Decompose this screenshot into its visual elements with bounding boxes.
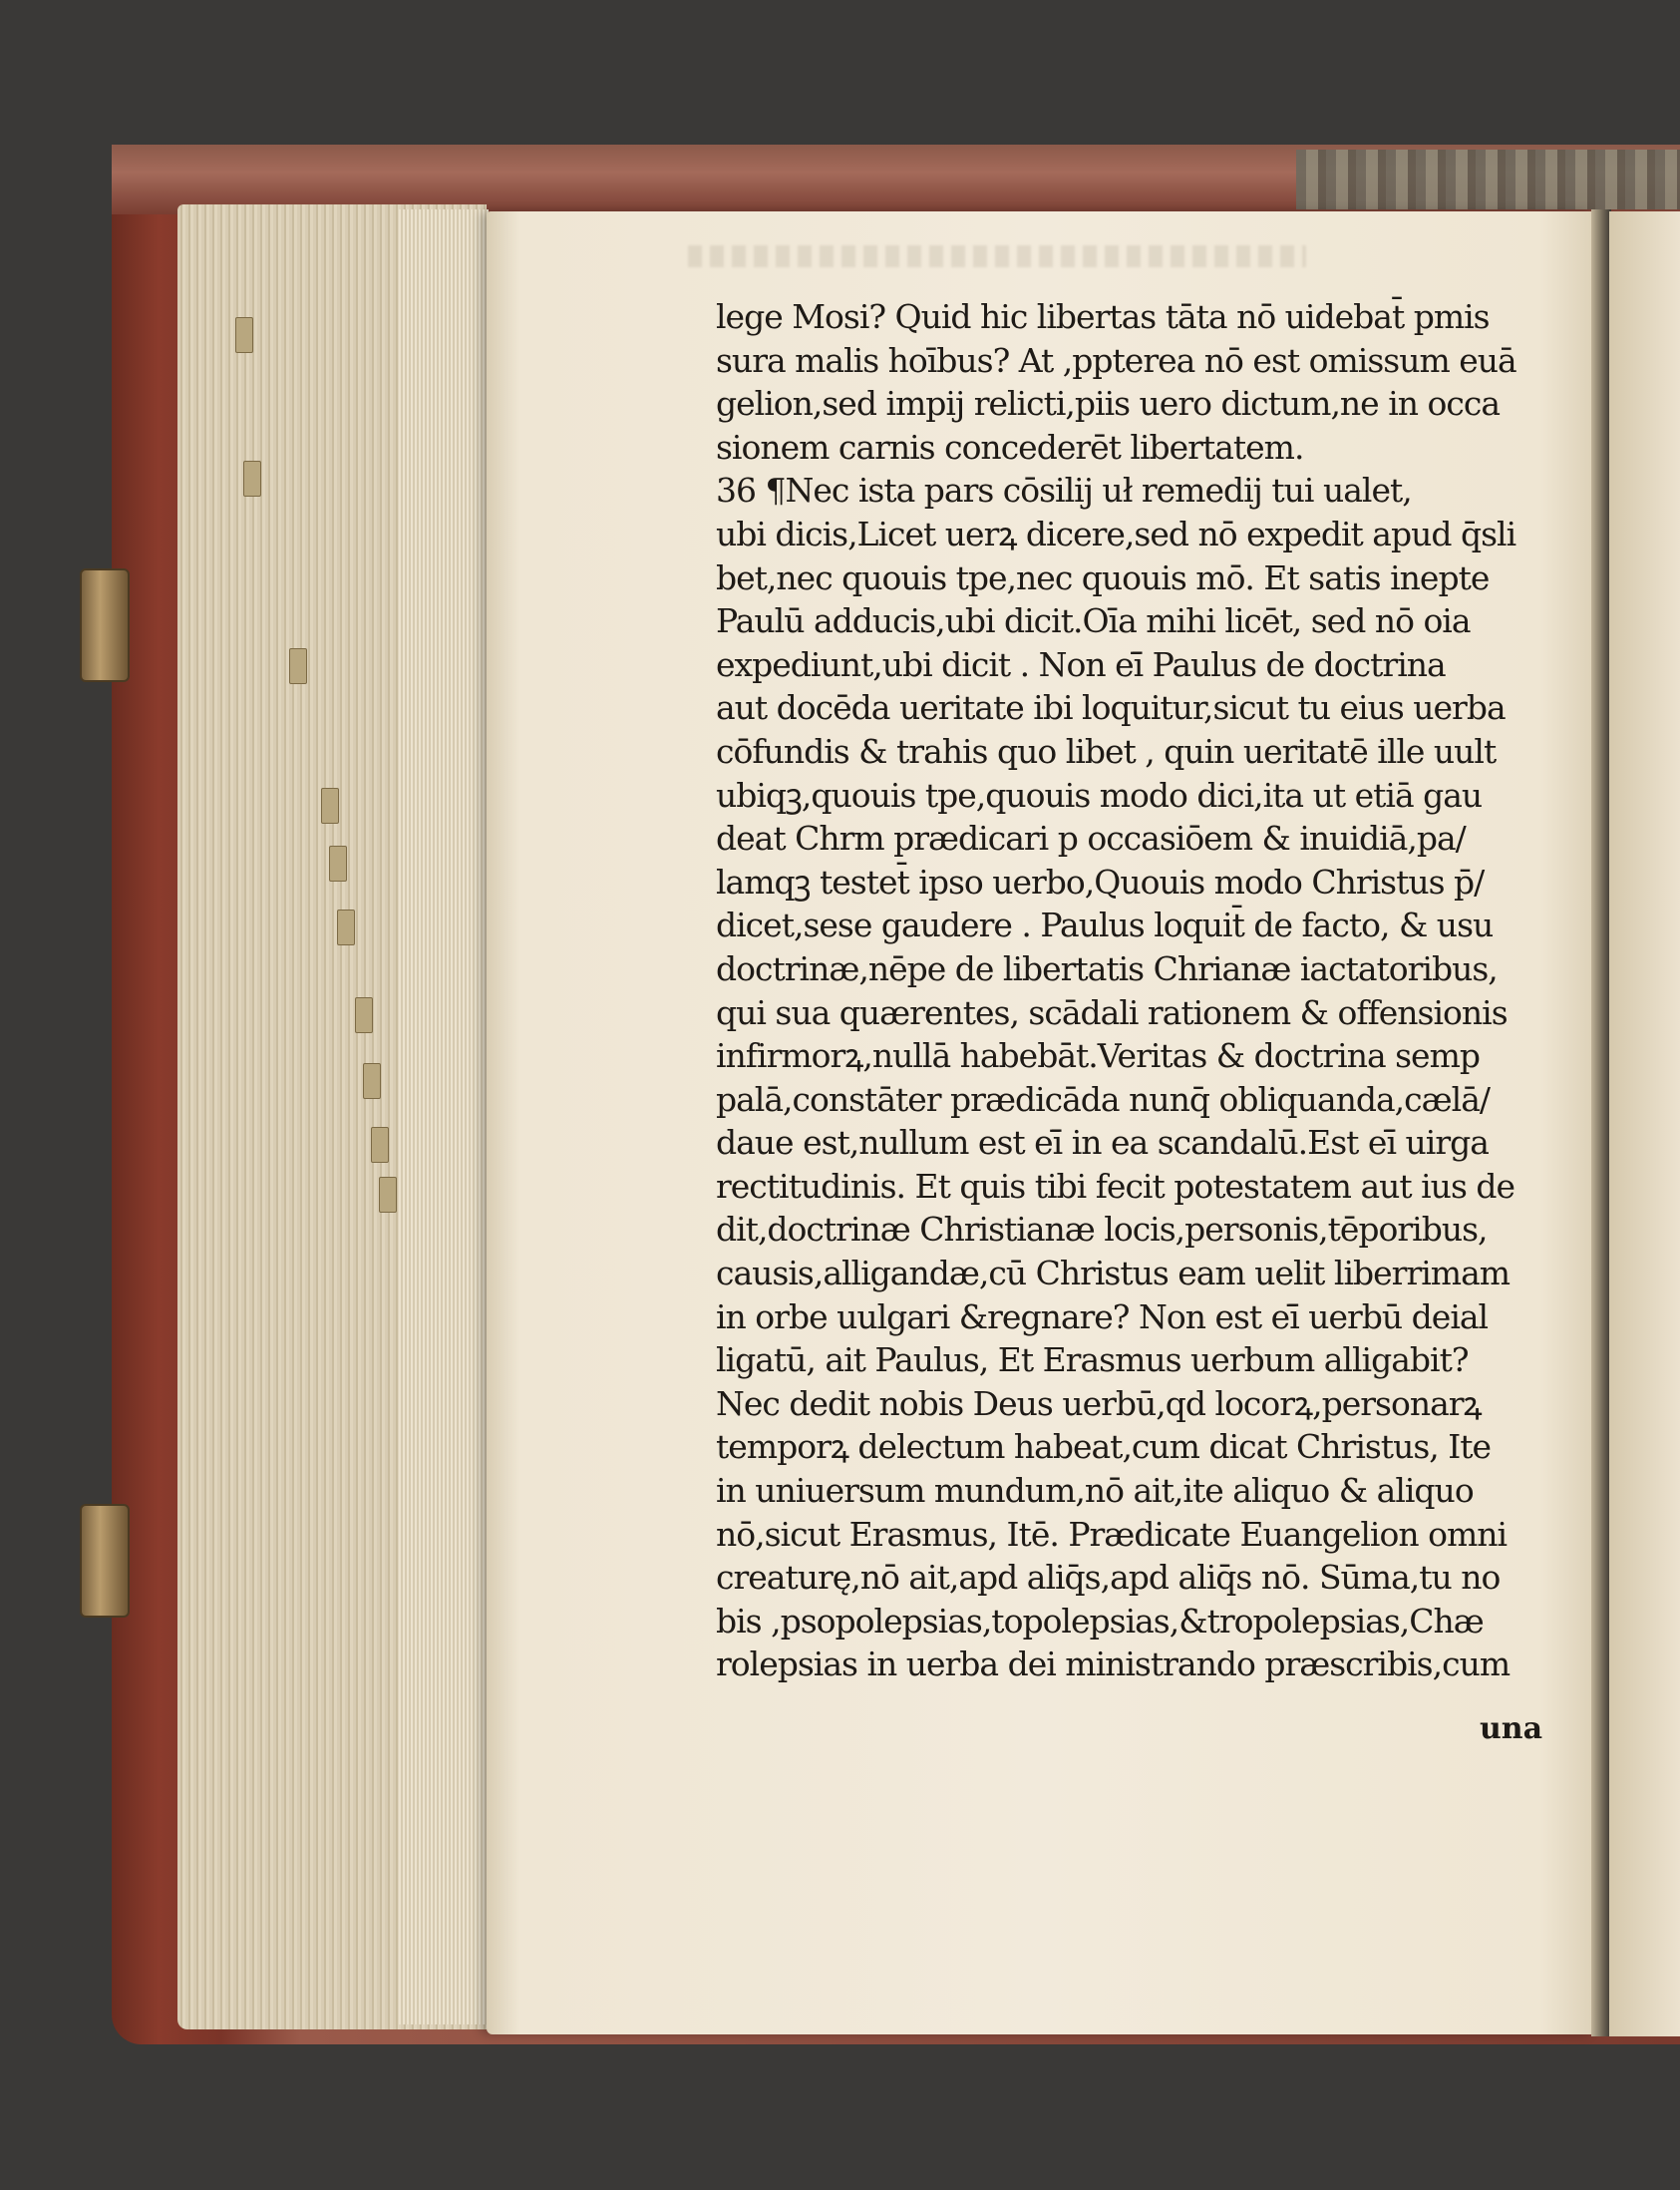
- text-line: deat Chrm prædicari p occasiōem & inuidiā,pa/: [716, 819, 1466, 859]
- text-line: creaturę,nō ait,apd aliq̄s,apd aliq̄s nō. Sūma,tu no: [716, 1558, 1501, 1598]
- text-line: gelion,sed impij relicti,piis uero dictum,ne in occa: [716, 384, 1501, 424]
- index-tab: [289, 648, 307, 684]
- text-line: 36 ¶Nec ista pars cōsilij uł remedij tui ualet,: [716, 471, 1412, 511]
- text-line: dit,doctrinæ Christianæ locis,personis,tēporibus,: [716, 1210, 1488, 1250]
- text-line: dicet,sese gaudere . Paulus loquit̄ de facto, & usu: [716, 906, 1494, 945]
- text-line: sionem carnis concederēt libertatem.: [716, 427, 1304, 467]
- text-line: rectitudinis. Et quis tibi fecit potestatem aut ius de: [716, 1166, 1515, 1206]
- text-line: in uniuersum mundum,nō ait,ite aliquo & aliquo: [716, 1471, 1474, 1511]
- text-line: lege Mosi? Quid hic libertas tāta nō uidebat̄ pmis: [716, 297, 1490, 336]
- body-text: [716, 295, 1563, 1686]
- text-line: doctrinæ,nēpe de libertatis Chrianæ iactatoribus,: [716, 948, 1498, 988]
- headband: [1296, 150, 1680, 209]
- text-line: nō,sicut Erasmus, Itē. Prædicate Euangelion omni: [716, 1514, 1508, 1554]
- text-line: temporꝝ delectum habeat,cum dicat Christus, Ite: [716, 1427, 1492, 1467]
- show-through-header: [688, 245, 1306, 267]
- text-line: sura malis hoībus? At ,ppterea nō est omissum euā: [716, 340, 1516, 380]
- index-tab: [243, 461, 261, 497]
- text-line: daue est,nullum est eī̄ in ea scandalū.Est eī̄ uirga: [716, 1123, 1489, 1163]
- index-tab: [363, 1063, 381, 1099]
- index-tab: [329, 846, 347, 882]
- index-tab: [371, 1127, 389, 1163]
- index-tab: [235, 317, 253, 353]
- text-line: ubi dicis,Licet uerꝝ dicere,sed nō expedit apud q̄sli: [716, 514, 1516, 553]
- text-line: expediunt,ubi dicit . Non eī̄ Paulus de doctrina: [716, 644, 1446, 684]
- index-tab: [321, 788, 339, 824]
- text-line: rolepsias in uerba dei ministrando præscribis,cum: [716, 1644, 1511, 1684]
- text-line: causis,alligandæ,cū Christus eam uelit liberrimam: [716, 1254, 1511, 1293]
- text-line: Paulū adducis,ubi dicit.Oīa mihi licēt, sed nō oia: [716, 601, 1471, 641]
- text-line: bet,nec quouis tpe,nec quouis mō. Et satis inepte: [716, 557, 1490, 597]
- catchword: una: [1480, 1711, 1543, 1746]
- facing-page-edge: [1609, 211, 1680, 2036]
- page-block-edges-inner: [399, 209, 489, 2024]
- index-tab: [379, 1177, 397, 1213]
- text-line: Nec dedit nobis Deus uerbū,qd locorꝝ,personarꝝ: [716, 1383, 1482, 1423]
- text-line: aut docēda ueritate ibi loquitur,sicut tu eius uerba: [716, 688, 1506, 728]
- text-line: bis ,psopolepsias,topolepsias,&tropolepsias,Chæ: [716, 1601, 1484, 1641]
- clasp-upper: [80, 568, 130, 682]
- text-line: qui sua quærentes, scādali rationem & offensionis: [716, 992, 1508, 1032]
- index-tab: [355, 997, 373, 1033]
- text-line: ubiqꝫ,quouis tpe,quouis modo dici,ita ut etiā gau: [716, 775, 1483, 815]
- text-line: lamqꝫ testet̄ ipso uerbo,Quouis modo Christus p̄/: [716, 862, 1485, 902]
- text-line: infirmorꝝ,nullā habebāt.Veritas & doctrina semp: [716, 1036, 1481, 1076]
- gutter-shadow: [1591, 209, 1611, 2036]
- text-line: cōfundis & trahis quo libet , quin ueritatē ille uult: [716, 731, 1497, 771]
- clasp-lower: [80, 1504, 130, 1618]
- text-line: in orbe uulgari &regnare? Non est eī̄ uerbū deial: [716, 1296, 1489, 1336]
- text-line: ligatū, ait Paulus, Et Erasmus uerbum alligabit?: [716, 1340, 1469, 1380]
- text-line: palā,constāter prædicāda nunq̄ obliquanda,cælā/: [716, 1079, 1491, 1119]
- index-tab: [337, 910, 355, 945]
